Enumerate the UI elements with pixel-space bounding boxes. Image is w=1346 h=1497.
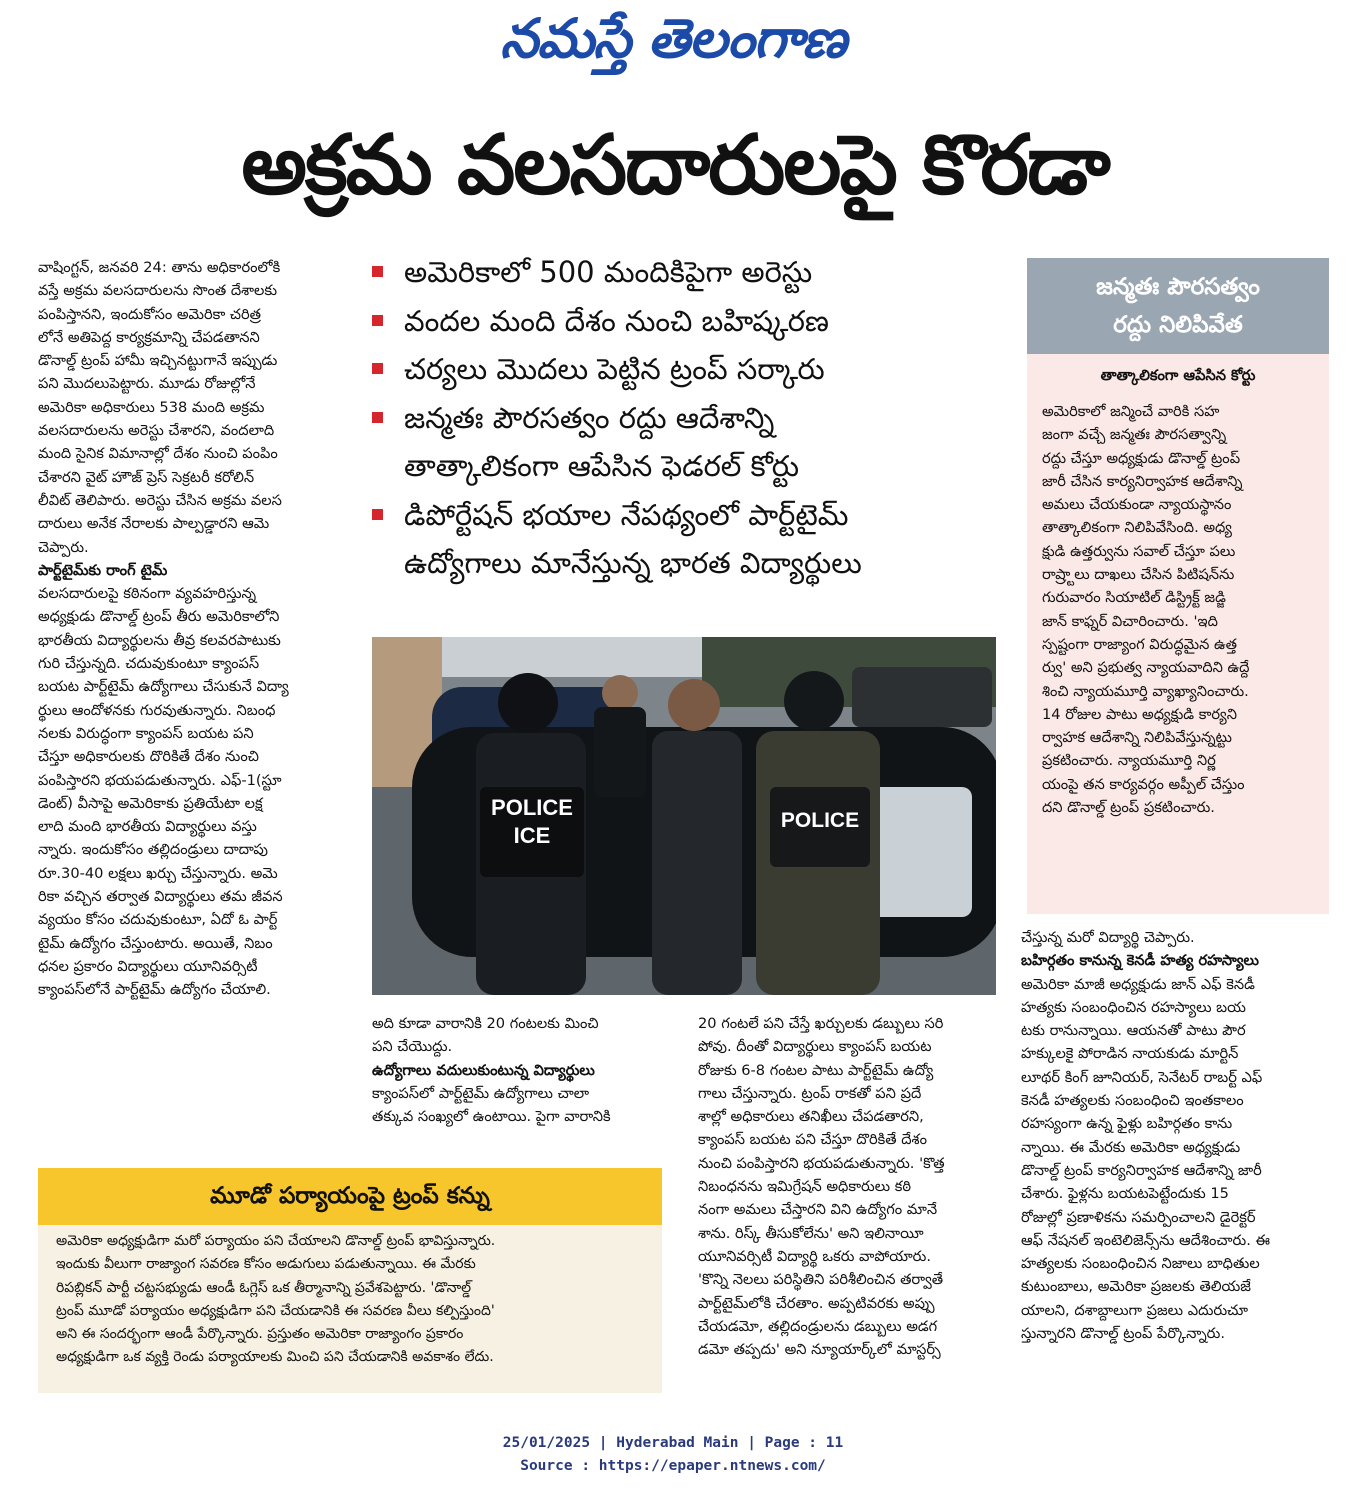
text-line: ఆఫ్ నేషనల్ ఇంటెలిజెన్స్‌ను ఆదేశించారు. ఈ (1021, 1231, 1270, 1249)
subheading: పార్ట్‌టైమ్‌కు రాంగ్ టైమ్ (38, 561, 168, 579)
text-line: రూ.30-40 లక్షలు ఖర్చు చేస్తున్నారు. అమె (38, 864, 278, 882)
text-line: కెనడీ హత్యలకు సంబంధించి ఇంతకాలం (1021, 1092, 1244, 1110)
text-line: కుటుంబాలు, అమెరికా ప్రజలకు తెలియజే (1021, 1278, 1251, 1296)
text-line: రహస్యంగా ఉన్న ఫైళ్లు బహిర్గతం కాను (1021, 1115, 1233, 1133)
text-line: బయట పార్ట్‌టైమ్ ఉద్యోగాలు చేసుకునే విద్యా (38, 678, 289, 696)
text-line: లూథర్ కింగ్ జూనియర్, సెనేటర్ రాబర్ట్ ఎఫ్ (1021, 1068, 1263, 1086)
photo-illustration (372, 637, 996, 995)
text-line: వాషింగ్టన్, జనవరి 24: తాను అధికారంలోకి (38, 259, 281, 276)
bullet-item: చర్యలు మొదలు పెట్టిన ట్రంప్ సర్కారు (372, 345, 1012, 394)
text-line: తక్కువ సంఖ్యలో ఉంటాయి. పైగా వారానికి (372, 1108, 611, 1126)
text-line: తాత్కాలికంగా నిలిపివేసింది. అధ్య (1042, 519, 1232, 537)
text-line: నంగా అమలు చేస్తారని విని ఉద్యోగం మానే (698, 1201, 938, 1219)
bullet-item: వందల మంది దేశం నుంచి బహిష్కరణ (372, 297, 1012, 346)
text-line: ర్వాహక ఆదేశాన్ని నిలిపివేస్తున్నట్టు (1042, 729, 1232, 747)
text-line: మంది సైనిక విమానాల్లో దేశం నుంచి పంపిం (38, 445, 278, 463)
text-line: శాల్లో అధికారులు తనిఖీలు చేపడతారని, (698, 1108, 924, 1126)
text-line: అధ్యక్షుడిగా ఒక వ్యక్తి రెండు పర్యాయాలకు మించి పని చేయడానికి అవకాశం లేదు. (56, 1349, 494, 1366)
article-column-4 (1021, 926, 1329, 1345)
text-line: యంపై తన కార్యవర్గం అప్పీల్ చేస్తుం (1042, 775, 1245, 793)
bullet-square-icon (372, 412, 383, 423)
text-line: ధనల ప్రకారం విద్యార్థులు యూనివర్సిటీ (38, 957, 258, 975)
text-line: స్పష్టంగా రాజ్యాంగ విరుద్ధమైన ఉత్త (1042, 635, 1237, 653)
bullet-square-icon (372, 315, 383, 326)
text-line: టకు రానున్నాయి. ఆయనతో పాటు పౌర (1021, 1022, 1246, 1040)
text-line: న్నాయి. ఈ మేరకు అమెరికా అధ్యక్షుడు (1021, 1138, 1241, 1156)
text-line: అమెరికా మాజీ అధ్యక్షుడు జాన్ ఎఫ్ కెనడీ (1021, 975, 1255, 993)
main-headline: అక్రమ వలసదారులపై కొరడా (241, 118, 1109, 213)
text-line: లాది మంది భారతీయ విద్యార్థులు వస్తు (38, 818, 257, 836)
sidebox-title-line: జన్మతః పౌరసత్వం (1096, 274, 1260, 300)
text-line: ట్రంప్ మూడో పర్యాయం అధ్యక్షుడిగా పని చేయడానికి ఈ సవరణ వీలు కల్పిస్తుంది' (56, 1302, 495, 1319)
sidebox-title-line: రద్దు నిలిపివేత (1113, 312, 1243, 338)
text-line: ర్థులు ఆందోళనకు గురవుతున్నారు. నిబంధ (38, 701, 276, 719)
text-line: చెప్పారు. (38, 538, 89, 556)
bullet-continuation: తాత్కాలికంగా ఆపేసిన ఫెడరల్ కోర్టు (404, 449, 800, 483)
text-line: చేశారని వైట్ హౌజ్ ప్రెస్ సెక్రటరీ కరోలిన్ (38, 468, 255, 486)
text-line: రికా వచ్చిన తర్వాత విద్యార్థులు తమ జీవన (38, 888, 283, 906)
sidebox-title (1027, 258, 1329, 354)
text-line: పంపిస్తారని భయపడుతున్నారు. ఎఫ్-1(స్టూ (38, 771, 282, 789)
text-line: 20 గంటలే పని చేస్తే ఖర్చులకు డబ్బులు సరి (698, 1015, 944, 1032)
text-line: వలసదారులను అరెస్టు చేశారని, వందలాది (38, 422, 275, 440)
text-line: క్యాంపస్‌లో పార్ట్‌టైమ్ ఉద్యోగాలు చాలా (372, 1084, 589, 1102)
sidebox-subheading: తాత్కాలికంగా ఆపేసిన కోర్టు (1100, 367, 1256, 384)
bullet-square-icon (372, 363, 383, 374)
vest-label-police-ice: POLICE (491, 795, 573, 820)
text-line: యాలని, దశాబ్దాలుగా ప్రజలు ఎదురుచూ (1021, 1301, 1248, 1319)
text-line: జంగా వచ్చే జన్మతః పౌరసత్వాన్ని (1042, 426, 1227, 444)
subheading: ఉద్యోగాలు వదులుకుంటున్న విద్యార్థులు (372, 1061, 595, 1079)
text-line: డెంట్) వీసాపై అమెరికాకు ప్రతియేటా లక్ష (38, 794, 263, 812)
text-line: జాన్ కాఫ్నర్ విచారించారు. 'ఇది (1042, 612, 1218, 630)
text-line: స్తున్నారని డొనాల్డ్ ట్రంప్ పేర్కొన్నారు. (1021, 1325, 1225, 1343)
article-column-2 (372, 1012, 670, 1128)
text-line: పని మొదలుపెట్టారు. మూడు రోజుల్లోనే (38, 375, 256, 393)
vest-label-police: POLICE (780, 809, 860, 832)
text-line: రాష్ర్టాలు దాఖలు చేసిన పిటిషన్‌ను (1042, 566, 1235, 584)
text-line: క్యాంపస్ బయట పని చేస్తూ దొరికితే దేశం (698, 1131, 927, 1149)
article-column-1 (38, 256, 340, 1002)
text-line: అమలు చేయకుండా న్యాయస్థానం (1042, 496, 1232, 514)
bullet-item: డిపోర్టేషన్ భయాల నేపథ్యంలో పార్ట్‌టైమ్ (372, 491, 1012, 540)
news-photo (372, 637, 996, 995)
text-line: క్షుడి ఉత్తర్వును సవాల్ చేస్తూ పలు (1042, 542, 1236, 560)
text-line: రోజుల్లో ప్రణాళికను సమర్పించాలని డైరెక్టర్ (1021, 1208, 1256, 1226)
text-line: రోజుకు 6-8 గంటల పాటు పార్ట్‌టైమ్ ఉద్యో (698, 1061, 934, 1079)
text-line: నిబంధనను ఇమిగ్రేషన్ అధికారులు కఠి (698, 1178, 912, 1196)
text-line: పోవు. దీంతో విద్యార్థులు క్యాంపస్ బయట (698, 1038, 932, 1056)
text-line: వస్తే అక్రమ వలసదారులను సొంత దేశాలకు (38, 282, 278, 300)
text-line: ప్రకటించారు. న్యాయమూర్తి నిర్ణ (1042, 752, 1216, 770)
text-line: దారులు అనేక నేరాలకు పాల్పడ్డారని ఆమె (38, 515, 270, 533)
subheading: బహిర్గతం కానున్న కెనడీ హత్య రహస్యాలు (1021, 952, 1259, 970)
text-line: దని డొనాల్డ్ ట్రంప్ ప్రకటించారు. (1042, 799, 1215, 817)
text-line: అమెరికా అధికారులు 538 మంది అక్రమ (38, 398, 265, 416)
text-line: 'కొన్ని నెలలు పరిస్థితిని పరిశీలించిన తర్వాతే (698, 1271, 944, 1289)
text-line: న్నారు. ఇందుకోసం తల్లిదండ్రులు దాదాపు (38, 841, 268, 859)
newspaper-masthead: నమస్తే తెలంగాణ (500, 7, 846, 70)
text-line: డొనాల్డ్ ట్రంప్ హామీ ఇచ్చినట్టుగానే ఇప్పుడు (38, 352, 278, 370)
text-line: వ్యయం కోసం చదువుకుంటూ, ఏదో ఓ పార్ట్ (38, 911, 278, 929)
text-line: రిపబ్లికన్ పార్టీ చట్టసభ్యుడు ఆండీ ఓగ్లెస్ ఒక తీర్మానాన్ని ప్రవేశపెట్టారు. 'డొనాల్డ్ (56, 1279, 472, 1296)
text-line: అది కూడా వారానికి 20 గంటలకు మించి (372, 1015, 599, 1032)
highlight-bullets (372, 248, 1012, 588)
third-term-body (56, 1230, 646, 1370)
text-line: ర్వు' అని ప్రభుత్వ న్యాయవాదిని ఉద్దే (1042, 659, 1250, 677)
bullet-square-icon (372, 266, 383, 277)
text-line: పార్ట్‌టైమ్‌లోకి చేరతాం. అప్పటివరకు అప్పు (698, 1294, 935, 1312)
text-line: అధ్యక్షుడు డొనాల్డ్ ట్రంప్ తీరు అమెరికాలోని (38, 608, 280, 626)
text-line: వలసదారులపై కఠినంగా వ్యవహరిస్తున్న (38, 585, 257, 603)
article-column-3 (698, 1012, 998, 1361)
text-line: చేశారు. ఫైళ్లను బయటపెట్టేందుకు 15 (1021, 1185, 1229, 1203)
page-footer (0, 1432, 1346, 1478)
text-line: పని చేయొద్దు. (372, 1038, 453, 1056)
text-line: హత్యకు సంబంధించిన రహస్యాలు బయ (1021, 998, 1246, 1016)
text-line: నలకు విరుద్ధంగా క్యాంపస్ బయట పని (38, 724, 254, 742)
bullet-item: జన్మతః పౌరసత్వం రద్దు ఆదేశాన్ని (372, 394, 1012, 443)
text-line: లీవిట్ తెలిపారు. అరెస్టు చేసిన అక్రమ వలస (38, 491, 282, 509)
text-line: అమెరికా అధ్యక్షుడిగా మరో పర్యాయం పని చేయాలని డొనాల్డ్ ట్రంప్ భావిస్తున్నారు. (56, 1233, 496, 1249)
text-line: చేస్తున్న మరో విద్యార్థి చెప్పారు. (1021, 929, 1195, 946)
text-line: డమో తప్పదు' అని న్యూయార్క్‌లో మాస్టర్స్ (698, 1341, 941, 1359)
text-line: నుంచి పంపిస్తారని భయపడుతున్నారు. 'కొత్త (698, 1154, 945, 1172)
third-term-title: మూడో పర్యాయంపై ట్రంప్ కన్ను (38, 1168, 662, 1225)
text-line: టైమ్ ఉద్యోగం చేస్తుంటారు. అయితే, నిబం (38, 934, 273, 952)
text-line: భారతీయ విద్యార్థులను తీవ్ర కలవరపాటుకు (38, 631, 281, 649)
text-line: శించి న్యాయమూర్తి వ్యాఖ్యానించారు. (1042, 682, 1249, 700)
sidebox-body (1042, 400, 1314, 819)
text-line: గురువారం సియాటిల్ డిస్ట్రిక్ట్ జడ్జి (1042, 589, 1226, 607)
text-line: జారీ చేసిన కార్యనిర్వాహక ఆదేశాన్ని (1042, 472, 1243, 490)
text-line: హక్కులకై పోరాడిన నాయకుడు మార్టిన్ (1021, 1045, 1239, 1063)
text-line: డొనాల్డ్ ట్రంప్ కార్యనిర్వాహక ఆదేశాన్ని జారీ (1021, 1161, 1262, 1179)
text-line: చేస్తూ అధికారులకు దొరికితే దేశం నుంచి (38, 748, 259, 766)
text-line: యూనివర్సిటీ విద్యార్థి ఒకరు వాపోయారు. (698, 1247, 931, 1265)
text-line: గురి చేస్తున్నది. చదువుకుంటూ క్యాంపస్ (38, 655, 260, 673)
text-line: లోనే అతిపెద్ద కార్యక్రమాన్ని చేపడతానని (38, 328, 260, 346)
text-line: క్యాంపస్‌లోనే పార్ట్‌టైమ్ ఉద్యోగం చేయాలి. (38, 981, 271, 999)
text-line: చేయడమో, తల్లిదండ్రులను డబ్బులు అడగ (698, 1317, 938, 1335)
text-line: రద్దు చేస్తూ అధ్యక్షుడు డొనాల్డ్ ట్రంప్ (1042, 449, 1241, 467)
text-line: అని ఈ సందర్భంగా ఆండీ పేర్కొన్నారు. ప్రస్తుతం అమెరికా రాజ్యాంగం ప్రకారం (56, 1326, 464, 1343)
text-line: అమెరికాలో జన్మించే వారికి సహ (1042, 403, 1220, 420)
text-line: శాను. రిస్క్ తీసుకోలేను' అని ఇలినాయీ (698, 1224, 924, 1242)
footer-date-edition: 25/01/2025 | Hyderabad Main | Page : 11 (502, 1435, 844, 1451)
footer-source-link[interactable]: Source : https://epaper.ntnews.com/ (520, 1458, 826, 1474)
text-line: ఇందుకు వీలుగా రాజ్యాంగ సవరణ కోసం అడుగులు పడుతున్నాయి. ఈ మేరకు (56, 1256, 476, 1273)
text-line: 14 రోజుల పాటు అధ్యక్షుడి కార్యని (1042, 705, 1237, 723)
bullet-square-icon (372, 509, 383, 520)
bullet-continuation: ఉద్యోగాలు మానేస్తున్న భారత విద్యార్థులు (404, 546, 862, 580)
bullet-item: అమెరికాలో 500 మందికిపైగా అరెస్టు (372, 248, 1012, 297)
text-line: పంపిస్తానని, ఇందుకోసం అమెరికా చరిత్ర (38, 305, 262, 323)
text-line: గాలు చేస్తున్నారు. ట్రంప్ రాకతో పని ప్రదే (698, 1084, 922, 1102)
vest-label-ice: ICE (513, 823, 551, 848)
text-line: హత్యలకు సంబంధించిన నిజాలు బాధితుల (1021, 1255, 1260, 1273)
